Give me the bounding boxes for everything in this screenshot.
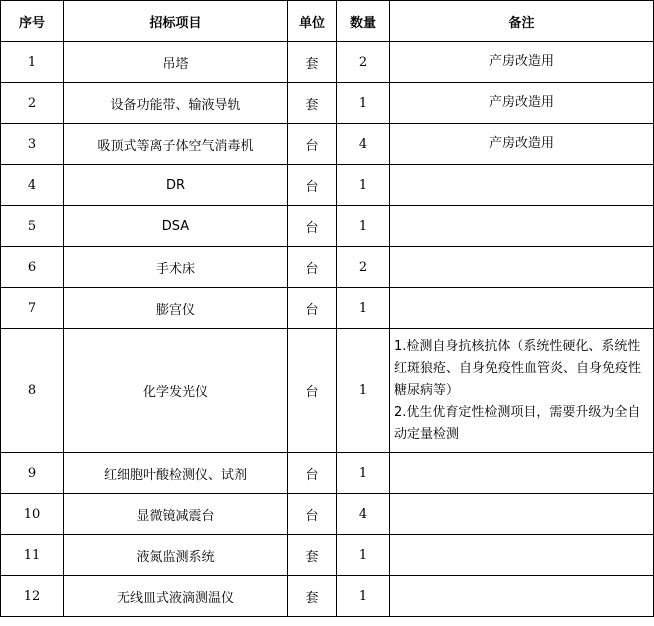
- table-row: [1, 165, 654, 206]
- table-row: [1, 453, 654, 494]
- table-row: [1, 124, 654, 165]
- serial-number-cell: 10: [1, 494, 64, 535]
- table-row: [1, 288, 654, 329]
- unit-cell: 台: [288, 288, 337, 329]
- remarks-cell: [390, 247, 654, 288]
- remarks-cell: [390, 206, 654, 247]
- remarks-cell: 产房改造用: [390, 83, 654, 124]
- serial-number-cell: 11: [1, 535, 64, 576]
- unit-cell: 套: [288, 576, 337, 617]
- unit-cell: 套: [288, 42, 337, 83]
- quantity-cell: 1: [337, 535, 390, 576]
- table-row: [1, 329, 654, 453]
- quantity-cell: 4: [337, 494, 390, 535]
- item-cell: DSA: [64, 206, 288, 247]
- table-row: [1, 535, 654, 576]
- item-cell: 液氮监测系统: [64, 535, 288, 576]
- serial-number-cell: 7: [1, 288, 64, 329]
- quantity-cell: 1: [337, 83, 390, 124]
- table-row: [1, 206, 654, 247]
- header-unit: 单位: [288, 1, 337, 42]
- quantity-cell: 1: [337, 453, 390, 494]
- remarks-cell: [390, 165, 654, 206]
- item-cell: 红细胞叶酸检测仪、试剂: [64, 453, 288, 494]
- remarks-cell: [390, 535, 654, 576]
- unit-cell: 台: [288, 494, 337, 535]
- unit-cell: 台: [288, 453, 337, 494]
- header-remarks: 备注: [390, 1, 654, 42]
- serial-number-cell: 9: [1, 453, 64, 494]
- serial-number-cell: 3: [1, 124, 64, 165]
- table-row: [1, 83, 654, 124]
- item-cell: 膨宫仪: [64, 288, 288, 329]
- serial-number-cell: 2: [1, 83, 64, 124]
- header-serial-number: 序号: [1, 1, 64, 42]
- table-row: [1, 576, 654, 617]
- quantity-cell: 2: [337, 42, 390, 83]
- quantity-cell: 4: [337, 124, 390, 165]
- unit-cell: 台: [288, 124, 337, 165]
- serial-number-cell: 8: [1, 329, 64, 453]
- item-cell: 吊塔: [64, 42, 288, 83]
- remarks-cell: [390, 494, 654, 535]
- serial-number-cell: 12: [1, 576, 64, 617]
- unit-cell: 台: [288, 247, 337, 288]
- quantity-cell: 1: [337, 206, 390, 247]
- remarks-cell: [390, 576, 654, 617]
- unit-cell: 套: [288, 535, 337, 576]
- remarks-cell: 1.检测自身抗核抗体（系统性硬化、系统性红斑狼疮、自身免疫性血管炎、自身免疫性糖尿病等） 2.优生优育定性检测项目，需要升级为全自动定量检测: [390, 329, 654, 453]
- remarks-cell: 产房改造用: [390, 42, 654, 83]
- item-cell: 显微镜减震台: [64, 494, 288, 535]
- quantity-cell: 1: [337, 288, 390, 329]
- serial-number-cell: 4: [1, 165, 64, 206]
- item-cell: 设备功能带、输液导轨: [64, 83, 288, 124]
- serial-number-cell: 1: [1, 42, 64, 83]
- item-cell: 化学发光仪: [64, 329, 288, 453]
- serial-number-cell: 5: [1, 206, 64, 247]
- serial-number-cell: 6: [1, 247, 64, 288]
- header-row: [1, 1, 654, 42]
- quantity-cell: 1: [337, 576, 390, 617]
- unit-cell: 台: [288, 165, 337, 206]
- quantity-cell: 2: [337, 247, 390, 288]
- remarks-cell: [390, 453, 654, 494]
- remarks-cell: 产房改造用: [390, 124, 654, 165]
- table-row: [1, 247, 654, 288]
- table-row: [1, 42, 654, 83]
- remarks-cell: [390, 288, 654, 329]
- unit-cell: 台: [288, 206, 337, 247]
- quantity-cell: 1: [337, 165, 390, 206]
- item-cell: DR: [64, 165, 288, 206]
- item-cell: 吸顶式等离子体空气消毒机: [64, 124, 288, 165]
- header-quantity: 数量: [337, 1, 390, 42]
- unit-cell: 台: [288, 329, 337, 453]
- table-row: [1, 494, 654, 535]
- item-cell: 无线皿式液滴测温仪: [64, 576, 288, 617]
- unit-cell: 套: [288, 83, 337, 124]
- item-cell: 手术床: [64, 247, 288, 288]
- header-item: 招标项目: [64, 1, 288, 42]
- quantity-cell: 1: [337, 329, 390, 453]
